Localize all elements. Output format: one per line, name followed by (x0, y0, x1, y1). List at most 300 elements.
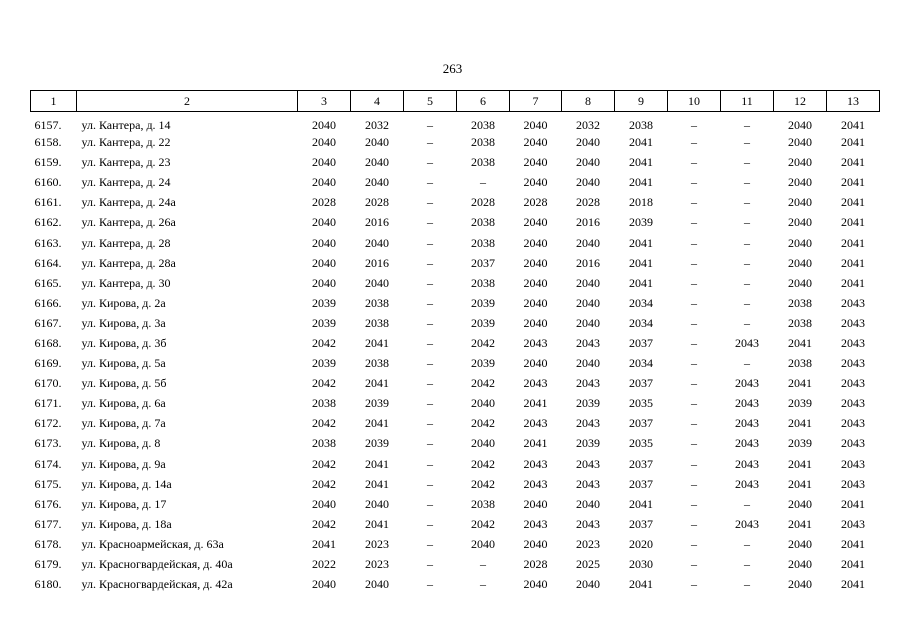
page-number: 263 (442, 61, 463, 76)
row-number-cell: 6169. (34, 356, 62, 371)
row-number-cell: 6178. (34, 536, 62, 551)
year-cell: 2041 (629, 275, 653, 290)
year-cell: 2043 (735, 476, 759, 491)
year-cell: 2037 (471, 255, 495, 270)
year-cell: 2041 (629, 175, 653, 190)
year-cell: 2042 (471, 476, 495, 491)
year-cell: 2039 (312, 315, 336, 330)
year-cell: – (691, 376, 697, 391)
year-cell: – (427, 476, 433, 491)
column-header-10: 10 (668, 91, 721, 112)
year-cell: 2041 (365, 376, 389, 391)
year-cell: 2041 (841, 215, 865, 230)
address-cell: ул. Кирова, д. 14а (81, 476, 172, 491)
address-cell: ул. Кирова, д. 3а (81, 315, 166, 330)
year-cell: 2040 (312, 496, 336, 511)
address-cell: ул. Кирова, д. 5б (81, 376, 167, 391)
address-cell: ул. Кантера, д. 24а (81, 195, 176, 210)
year-cell: – (480, 557, 486, 572)
year-cell: – (744, 255, 750, 270)
year-cell: 2040 (312, 175, 336, 190)
year-cell: – (744, 295, 750, 310)
row-number-cell: 6160. (34, 175, 62, 190)
year-cell: 2040 (523, 315, 548, 330)
year-cell: 2039 (312, 295, 336, 310)
year-cell: – (427, 315, 433, 330)
year-cell: – (427, 295, 433, 310)
year-cell: – (691, 496, 697, 511)
address-cell: ул. Кантера, д. 24 (81, 175, 171, 190)
year-cell: 2040 (576, 235, 600, 250)
year-cell: 2043 (841, 315, 865, 330)
year-cell: – (744, 135, 750, 150)
year-cell: 2041 (841, 155, 865, 170)
address-cell: ул. Кирова, д. 8 (81, 436, 161, 451)
year-cell: 2040 (365, 135, 389, 150)
address-cell: ул. Кантера, д. 30 (81, 275, 171, 290)
year-cell: – (744, 175, 750, 190)
year-cell: 2038 (471, 235, 495, 250)
year-cell: 2040 (523, 275, 548, 290)
year-cell: – (691, 195, 697, 210)
column-header-6: 6 (457, 91, 510, 112)
year-cell: 2028 (576, 195, 600, 210)
year-cell: 2043 (841, 456, 865, 471)
table-row (31, 172, 880, 192)
row-number-cell: 6177. (34, 516, 62, 531)
year-cell: 2042 (312, 416, 336, 431)
year-cell: 2040 (365, 577, 389, 592)
year-cell: 2041 (841, 577, 865, 592)
table-row (31, 212, 880, 232)
year-cell: – (427, 175, 433, 190)
table-row (31, 253, 880, 273)
table-row (31, 373, 880, 393)
year-cell: 2043 (523, 416, 548, 431)
year-cell: 2043 (735, 376, 759, 391)
year-cell: – (744, 577, 750, 592)
year-cell: 2040 (312, 118, 336, 132)
year-cell: 2040 (576, 315, 600, 330)
address-cell: ул. Кирова, д. 2а (81, 295, 166, 310)
year-cell: 2038 (365, 356, 389, 371)
year-cell: 2034 (629, 315, 653, 330)
column-header-7: 7 (510, 91, 562, 112)
year-cell: 2040 (576, 275, 600, 290)
year-cell: 2028 (523, 195, 548, 210)
year-cell: – (427, 195, 433, 210)
year-cell: – (427, 335, 433, 350)
row-number-cell: 6176. (34, 496, 62, 511)
year-cell: 2039 (576, 396, 600, 411)
row-number-cell: 6163. (34, 235, 62, 250)
row-number-cell: 6162. (34, 215, 62, 230)
table-row (31, 433, 880, 453)
year-cell: – (691, 155, 697, 170)
table-row (31, 554, 880, 574)
year-cell: 2040 (523, 235, 548, 250)
year-cell: 2038 (365, 315, 389, 330)
year-cell: – (691, 536, 697, 551)
year-cell: 2018 (629, 195, 653, 210)
address-cell: ул. Кирова, д. 7а (81, 416, 166, 431)
table-row (31, 232, 880, 252)
year-cell: 2042 (312, 376, 336, 391)
year-cell: – (691, 118, 697, 132)
row-number-cell: 6167. (34, 315, 62, 330)
address-cell: ул. Красногвардейская, д. 42а (81, 577, 233, 592)
year-cell: 2040 (788, 496, 812, 511)
year-cell: 2038 (471, 215, 495, 230)
year-cell: 2039 (788, 396, 812, 411)
year-cell: 2037 (629, 476, 653, 491)
year-cell: – (691, 456, 697, 471)
year-cell: 2043 (841, 396, 865, 411)
year-cell: 2043 (735, 396, 759, 411)
year-cell: 2038 (471, 135, 495, 150)
column-header-13: 13 (827, 91, 880, 112)
year-cell: – (691, 135, 697, 150)
year-cell: 2040 (788, 235, 812, 250)
year-cell: 2043 (841, 476, 865, 491)
row-number-cell: 6159. (34, 155, 62, 170)
address-cell: ул. Кантера, д. 23 (81, 155, 171, 170)
row-number-cell: 6173. (34, 436, 62, 451)
address-cell: ул. Кантера, д. 28а (81, 255, 176, 270)
year-cell: – (744, 235, 750, 250)
row-number-cell: 6174. (34, 456, 62, 471)
year-cell: 2028 (365, 195, 389, 210)
year-cell: 2041 (841, 175, 865, 190)
year-cell: 2043 (576, 476, 600, 491)
year-cell: 2040 (788, 577, 812, 592)
row-number-cell: 6172. (34, 416, 62, 431)
year-cell: – (427, 356, 433, 371)
year-cell: 2037 (629, 516, 653, 531)
year-cell: – (427, 118, 433, 132)
row-number-cell: 6158. (34, 135, 62, 150)
address-cell: ул. Кантера, д. 22 (81, 135, 171, 150)
year-cell: – (427, 155, 433, 170)
year-cell: 2040 (312, 155, 336, 170)
year-cell: 2041 (788, 516, 812, 531)
table-row (31, 574, 880, 594)
address-cell: ул. Кирова, д. 5а (81, 356, 166, 371)
year-cell: 2040 (788, 118, 812, 132)
year-cell: 2043 (523, 376, 548, 391)
year-cell: 2042 (471, 376, 495, 391)
year-cell: – (691, 396, 697, 411)
year-cell: 2040 (312, 275, 336, 290)
year-cell: – (427, 496, 433, 511)
year-cell: 2038 (312, 436, 336, 451)
year-cell: – (427, 215, 433, 230)
year-cell: 2043 (841, 436, 865, 451)
year-cell: 2034 (629, 295, 653, 310)
year-cell: 2035 (629, 436, 653, 451)
year-cell: 2022 (312, 557, 336, 572)
year-cell: 2040 (788, 175, 812, 190)
year-cell: 2023 (365, 536, 389, 551)
year-cell: – (691, 577, 697, 592)
row-number-cell: 6161. (34, 195, 62, 210)
year-cell: – (691, 315, 697, 330)
year-cell: 2041 (312, 536, 336, 551)
year-cell: 2040 (312, 577, 336, 592)
address-cell: ул. Красноармейская, д. 63а (81, 536, 224, 551)
year-cell: 2040 (523, 255, 548, 270)
year-cell: 2040 (788, 275, 812, 290)
year-cell: 2040 (523, 536, 548, 551)
year-cell: 2043 (523, 516, 548, 531)
year-cell: – (744, 195, 750, 210)
year-cell: 2040 (576, 577, 600, 592)
table-body (31, 112, 880, 595)
address-cell: ул. Красногвардейская, д. 40а (81, 557, 233, 572)
year-cell: 2040 (312, 135, 336, 150)
year-cell: 2037 (629, 335, 653, 350)
row-number-cell: 6175. (34, 476, 62, 491)
year-cell: 2016 (365, 215, 389, 230)
year-cell: – (427, 557, 433, 572)
year-cell: – (691, 436, 697, 451)
year-cell: 2041 (841, 255, 865, 270)
year-cell: – (427, 396, 433, 411)
year-cell: 2043 (523, 456, 548, 471)
year-cell: – (427, 416, 433, 431)
column-header-11: 11 (721, 91, 774, 112)
year-cell: – (691, 175, 697, 190)
row-number-cell: 6170. (34, 376, 62, 391)
year-cell: – (691, 275, 697, 290)
year-cell: 2038 (471, 275, 495, 290)
row-number-cell: 6157. (34, 118, 62, 132)
year-cell: 2038 (312, 396, 336, 411)
year-cell: – (427, 255, 433, 270)
year-cell: 2042 (471, 416, 495, 431)
year-cell: 2038 (471, 155, 495, 170)
year-cell: 2043 (523, 476, 548, 491)
year-cell: 2041 (788, 456, 812, 471)
column-header-3: 3 (298, 91, 351, 112)
year-cell: 2028 (471, 195, 495, 210)
year-cell: 2038 (629, 118, 653, 132)
year-cell: 2041 (365, 416, 389, 431)
year-cell: 2040 (523, 175, 548, 190)
address-cell: ул. Кантера, д. 28 (81, 235, 171, 250)
header-row (31, 91, 880, 112)
year-cell: – (744, 155, 750, 170)
year-cell: 2041 (629, 255, 653, 270)
year-cell: 2039 (471, 315, 495, 330)
table-row (31, 333, 880, 353)
year-cell: 2041 (523, 396, 548, 411)
year-cell: – (744, 536, 750, 551)
year-cell: 2028 (312, 195, 336, 210)
year-cell: – (427, 376, 433, 391)
year-cell: – (427, 135, 433, 150)
year-cell: – (691, 476, 697, 491)
year-cell: 2042 (312, 335, 336, 350)
year-cell: 2043 (841, 356, 865, 371)
year-cell: 2041 (841, 496, 865, 511)
year-cell: 2040 (576, 295, 600, 310)
year-cell: 2041 (788, 416, 812, 431)
year-cell: – (744, 275, 750, 290)
year-cell: 2037 (629, 416, 653, 431)
year-cell: 2041 (365, 335, 389, 350)
year-cell: – (744, 557, 750, 572)
year-cell: 2043 (841, 516, 865, 531)
year-cell: 2043 (523, 335, 548, 350)
year-cell: 2042 (471, 456, 495, 471)
year-cell: 2023 (576, 536, 600, 551)
year-cell: 2043 (576, 456, 600, 471)
year-cell: – (691, 255, 697, 270)
year-cell: 2037 (629, 376, 653, 391)
year-cell: 2039 (576, 436, 600, 451)
year-cell: – (744, 118, 750, 132)
year-cell: 2030 (629, 557, 653, 572)
year-cell: – (691, 516, 697, 531)
year-cell: 2040 (365, 275, 389, 290)
year-cell: 2038 (365, 295, 389, 310)
year-cell: – (744, 215, 750, 230)
year-cell: 2040 (312, 235, 336, 250)
year-cell: 2016 (576, 255, 600, 270)
address-cell: ул. Кантера, д. 14 (81, 118, 171, 132)
year-cell: 2040 (788, 155, 812, 170)
year-cell: 2043 (735, 456, 759, 471)
year-cell: 2035 (629, 396, 653, 411)
year-cell: 2043 (576, 335, 600, 350)
year-cell: 2041 (365, 476, 389, 491)
year-cell: 2041 (629, 135, 653, 150)
year-cell: 2032 (576, 118, 600, 132)
year-cell: 2043 (841, 376, 865, 391)
year-cell: 2041 (841, 195, 865, 210)
table-row (31, 313, 880, 333)
year-cell: 2042 (471, 516, 495, 531)
year-cell: 2040 (788, 255, 812, 270)
column-header-8: 8 (562, 91, 615, 112)
year-cell: 2023 (365, 557, 389, 572)
year-cell: 2025 (576, 557, 600, 572)
table-row (31, 454, 880, 474)
year-cell: 2039 (365, 436, 389, 451)
year-cell: 2038 (788, 315, 812, 330)
year-cell: 2042 (312, 476, 336, 491)
year-cell: 2040 (576, 135, 600, 150)
year-cell: 2043 (735, 335, 759, 350)
year-cell: 2032 (365, 118, 389, 132)
year-cell: 2040 (576, 356, 600, 371)
year-cell: – (744, 315, 750, 330)
year-cell: 2040 (523, 356, 548, 371)
year-cell: 2040 (471, 436, 495, 451)
year-cell: 2041 (841, 557, 865, 572)
year-cell: 2041 (841, 536, 865, 551)
year-cell: – (744, 496, 750, 511)
year-cell: 2043 (735, 436, 759, 451)
year-cell: – (480, 577, 486, 592)
year-cell: 2043 (735, 416, 759, 431)
year-cell: 2040 (788, 135, 812, 150)
year-cell: 2040 (788, 536, 812, 551)
year-cell: 2041 (365, 456, 389, 471)
year-cell: – (427, 536, 433, 551)
table-row (31, 494, 880, 514)
year-cell: 2043 (576, 516, 600, 531)
year-cell: 2041 (629, 155, 653, 170)
year-cell: 2041 (788, 376, 812, 391)
address-cell: ул. Кирова, д. 9а (81, 456, 166, 471)
table-row (31, 273, 880, 293)
row-number-cell: 6166. (34, 295, 62, 310)
column-header-9: 9 (615, 91, 668, 112)
table-row (31, 132, 880, 152)
row-number-cell: 6179. (34, 557, 62, 572)
year-cell: 2041 (629, 235, 653, 250)
year-cell: 2041 (841, 118, 865, 132)
table-row (31, 192, 880, 212)
row-number-cell: 6165. (34, 275, 62, 290)
year-cell: 2042 (312, 456, 336, 471)
year-cell: – (744, 356, 750, 371)
table-row (31, 393, 880, 413)
year-cell: – (691, 295, 697, 310)
year-cell: 2040 (576, 496, 600, 511)
year-cell: 2040 (471, 536, 495, 551)
year-cell: 2020 (629, 536, 653, 551)
address-cell: ул. Кирова, д. 3б (81, 335, 167, 350)
table-row (31, 474, 880, 494)
table-row (31, 534, 880, 554)
year-cell: 2043 (576, 376, 600, 391)
table-row (31, 152, 880, 172)
column-header-2: 2 (77, 91, 298, 112)
year-cell: 2040 (312, 215, 336, 230)
year-cell: 2040 (365, 175, 389, 190)
year-cell: 2038 (471, 118, 495, 132)
year-cell: – (427, 275, 433, 290)
year-cell: 2040 (523, 577, 548, 592)
year-cell: 2038 (788, 356, 812, 371)
year-cell: – (427, 235, 433, 250)
year-cell: 2042 (471, 335, 495, 350)
year-cell: 2040 (365, 155, 389, 170)
year-cell: 2039 (471, 356, 495, 371)
year-cell: 2043 (841, 416, 865, 431)
year-cell: 2037 (629, 456, 653, 471)
year-cell: 2039 (629, 215, 653, 230)
data-table (30, 90, 880, 594)
year-cell: 2040 (312, 255, 336, 270)
year-cell: 2042 (312, 516, 336, 531)
table-row (31, 112, 880, 133)
column-header-4: 4 (351, 91, 404, 112)
year-cell: 2041 (841, 275, 865, 290)
year-cell: 2040 (523, 215, 548, 230)
year-cell: 2040 (523, 295, 548, 310)
year-cell: 2034 (629, 356, 653, 371)
year-cell: 2038 (788, 295, 812, 310)
year-cell: 2041 (523, 436, 548, 451)
row-number-cell: 6164. (34, 255, 62, 270)
year-cell: 2040 (523, 155, 548, 170)
year-cell: 2040 (365, 496, 389, 511)
year-cell: 2040 (471, 396, 495, 411)
